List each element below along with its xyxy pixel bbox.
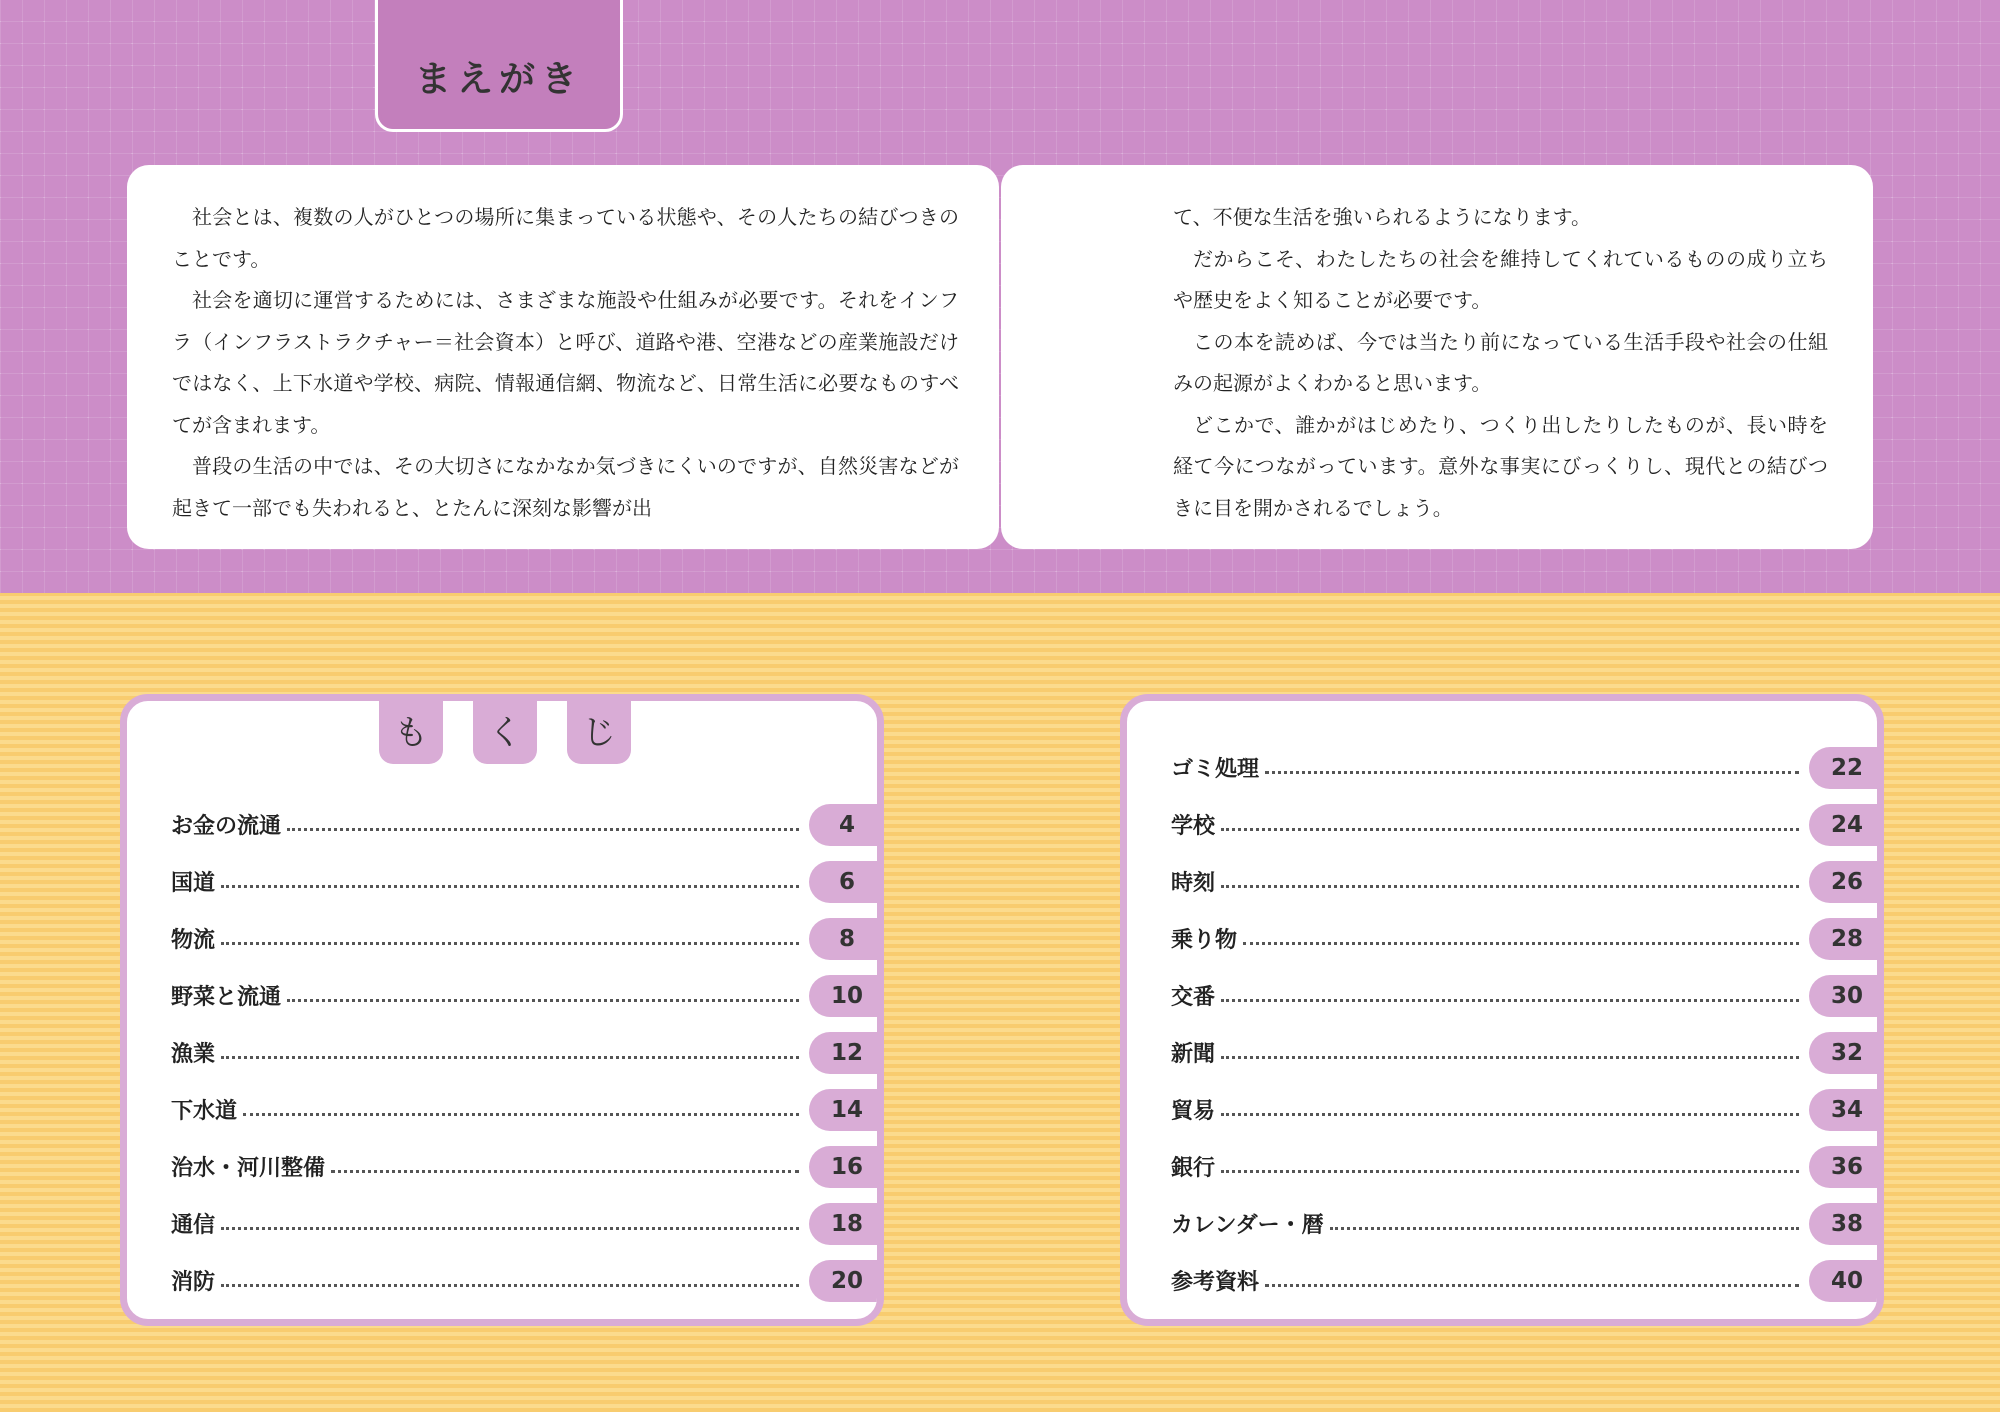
toc-entry-label: お金の流通 bbox=[171, 814, 282, 839]
preface-paragraph: 社会を適切に運営するためには、さまざまな施設や仕組みが必要です。それをインフラ（インフラストラクチャー＝社会資本）と呼び、道路や港、空港などの産業施設だけではなく、上下水道や学校、病院、情報通信網、物流など、日常生活に必要なものすべてが含まれます。 bbox=[172, 288, 959, 437]
toc-entry[interactable] bbox=[1171, 853, 1877, 910]
preface-paragraph: どこかで、誰かがはじめたり、つくり出したりしたものが、長い時を経て今につながっています。意外な事実にびっくりし、現代との結びつきに目を開かされるでしょう。 bbox=[1173, 412, 1828, 520]
toc-page-number: 8 bbox=[809, 918, 884, 960]
toc-leader-dots bbox=[287, 977, 799, 1002]
toc-page-number: 36 bbox=[1809, 1146, 1884, 1188]
toc-entry[interactable] bbox=[171, 967, 877, 1024]
toc-entry-label: 通信 bbox=[171, 1213, 216, 1238]
toc-page-number: 26 bbox=[1809, 861, 1884, 903]
toc-entry-label: 消防 bbox=[171, 1270, 216, 1295]
preface-paragraph: この本を読めば、今では当たり前になっている生活手段や社会の仕組みの起源がよくわかると思います。 bbox=[1173, 329, 1828, 395]
toc-entry[interactable] bbox=[1171, 1138, 1877, 1195]
toc-entry[interactable] bbox=[171, 796, 877, 853]
toc-leader-dots bbox=[1330, 1205, 1799, 1230]
toc-entry-label: 漁業 bbox=[171, 1042, 216, 1067]
toc-leader-dots bbox=[243, 1091, 799, 1116]
toc-page-number: 6 bbox=[809, 861, 884, 903]
toc-heading-char: く bbox=[473, 695, 537, 764]
toc-entry-label: 治水・河川整備 bbox=[171, 1156, 326, 1181]
toc-heading bbox=[379, 695, 631, 764]
toc-entry[interactable] bbox=[1171, 967, 1877, 1024]
preface-paragraph: 社会とは、複数の人がひとつの場所に集まっている状態や、その人たちの結びつきのことです。 bbox=[172, 205, 959, 271]
toc-entry[interactable] bbox=[171, 910, 877, 967]
toc-page-number: 22 bbox=[1809, 747, 1884, 789]
toc-page-number: 28 bbox=[1809, 918, 1884, 960]
toc-entry-label: 時刻 bbox=[1171, 871, 1216, 896]
preface-paragraph: だからこそ、わたしたちの社会を維持してくれているものの成り立ちや歴史をよく知ることが必要です。 bbox=[1173, 246, 1828, 312]
toc-leader-dots bbox=[1265, 1262, 1799, 1287]
toc-entry-label: 野菜と流通 bbox=[171, 985, 282, 1010]
toc-page-number: 18 bbox=[809, 1203, 884, 1245]
toc-leader-dots bbox=[1221, 977, 1799, 1002]
toc-entry[interactable] bbox=[1171, 1195, 1877, 1252]
toc-page-number: 30 bbox=[1809, 975, 1884, 1017]
toc-page-number: 20 bbox=[809, 1260, 884, 1302]
toc-leader-dots bbox=[221, 920, 799, 945]
preface-right-page bbox=[1001, 165, 1873, 549]
toc-right-panel bbox=[1120, 694, 1884, 1326]
toc-page-number: 32 bbox=[1809, 1032, 1884, 1074]
preface-paragraph: て、不便な生活を強いられるようになります。 bbox=[1173, 205, 1591, 229]
preface-title: まえがき bbox=[414, 59, 583, 100]
toc-leader-dots bbox=[1221, 806, 1799, 831]
toc-entry-label: 貿易 bbox=[1171, 1099, 1216, 1124]
toc-entry[interactable] bbox=[1171, 796, 1877, 853]
toc-entry[interactable] bbox=[1171, 910, 1877, 967]
toc-left-list bbox=[171, 796, 877, 1309]
toc-entry[interactable] bbox=[171, 1024, 877, 1081]
toc-page-number: 40 bbox=[1809, 1260, 1884, 1302]
toc-entry-label: ゴミ処理 bbox=[1171, 757, 1260, 782]
toc-leader-dots bbox=[1221, 863, 1799, 888]
toc-leader-dots bbox=[221, 1262, 799, 1287]
preface-left-page bbox=[127, 165, 999, 549]
toc-entry-label: 乗り物 bbox=[1171, 928, 1238, 953]
toc-entry-label: 下水道 bbox=[171, 1099, 238, 1124]
toc-page-number: 14 bbox=[809, 1089, 884, 1131]
toc-page-number: 24 bbox=[1809, 804, 1884, 846]
preface-title-tab bbox=[375, 0, 623, 132]
toc-leader-dots bbox=[1243, 920, 1799, 945]
toc-heading-char: も bbox=[379, 695, 443, 764]
toc-leader-dots bbox=[221, 863, 799, 888]
toc-page-number: 4 bbox=[809, 804, 884, 846]
toc-entry-label: 物流 bbox=[171, 928, 216, 953]
toc-entry[interactable] bbox=[171, 1252, 877, 1309]
toc-entry[interactable] bbox=[1171, 1252, 1877, 1309]
toc-entry[interactable] bbox=[171, 1081, 877, 1138]
toc-page-number: 12 bbox=[809, 1032, 884, 1074]
preface-paragraph: 普段の生活の中では、その大切さになかなか気づきにくいのですが、自然災害などが起きて一部でも失われると、とたんに深刻な影響が出 bbox=[172, 454, 959, 520]
toc-left-panel bbox=[120, 694, 884, 1326]
toc-entry[interactable] bbox=[1171, 1024, 1877, 1081]
toc-page-number: 38 bbox=[1809, 1203, 1884, 1245]
toc-leader-dots bbox=[1221, 1148, 1799, 1173]
toc-right-list bbox=[1171, 739, 1877, 1309]
toc-entry[interactable] bbox=[1171, 739, 1877, 796]
toc-leader-dots bbox=[221, 1205, 799, 1230]
toc-entry[interactable] bbox=[171, 1138, 877, 1195]
toc-entry-label: 銀行 bbox=[1171, 1156, 1216, 1181]
toc-entry-label: 学校 bbox=[1171, 814, 1216, 839]
toc-page-number: 16 bbox=[809, 1146, 884, 1188]
toc-entry[interactable] bbox=[1171, 1081, 1877, 1138]
toc-entry-label: 交番 bbox=[1171, 985, 1216, 1010]
toc-entry-label: 新聞 bbox=[1171, 1042, 1216, 1067]
toc-entry-label: 参考資料 bbox=[1171, 1270, 1260, 1295]
toc-leader-dots bbox=[1221, 1034, 1799, 1059]
toc-heading-char: じ bbox=[567, 695, 631, 764]
toc-leader-dots bbox=[1221, 1091, 1799, 1116]
toc-leader-dots bbox=[331, 1148, 799, 1173]
toc-page-number: 10 bbox=[809, 975, 884, 1017]
toc-entry[interactable] bbox=[171, 1195, 877, 1252]
toc-page-number: 34 bbox=[1809, 1089, 1884, 1131]
toc-leader-dots bbox=[221, 1034, 799, 1059]
toc-entry[interactable] bbox=[171, 853, 877, 910]
toc-entry-label: カレンダー・暦 bbox=[1171, 1213, 1324, 1238]
toc-leader-dots bbox=[287, 806, 799, 831]
toc-entry-label: 国道 bbox=[171, 871, 216, 896]
toc-leader-dots bbox=[1265, 749, 1799, 774]
